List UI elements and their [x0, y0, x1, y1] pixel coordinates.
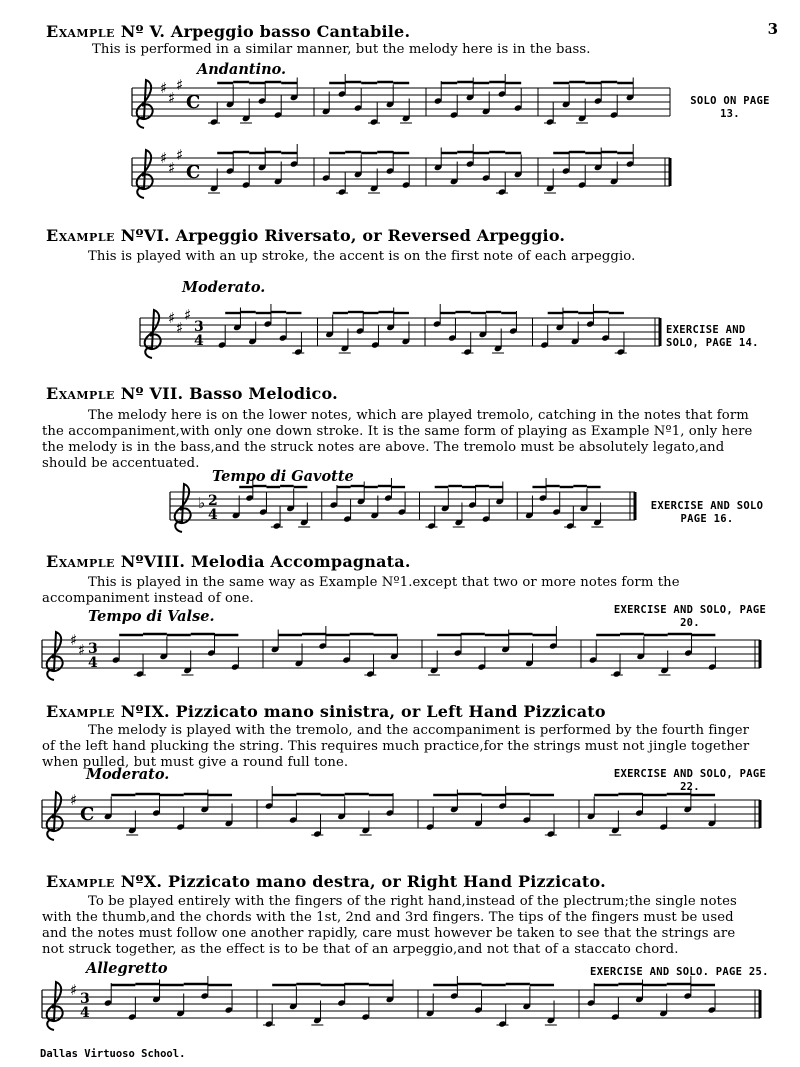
- example-word: Example: [46, 552, 115, 571]
- example-word: Example: [46, 384, 115, 403]
- flat-icon: ♭: [198, 494, 206, 512]
- sharp-icon: ♯: [70, 791, 78, 809]
- sharp-icon: ♯: [184, 306, 192, 324]
- tempo-marking: Tempo di Gavotte: [212, 468, 354, 485]
- tempo-marking: Allegretto: [86, 960, 168, 977]
- example-name: Basso Melodico.: [189, 384, 338, 403]
- example-description: The melody here is on the lower notes, which are played tremolo, catching in the notes that form the accompaniment,with only one down stroke. It is the same form of playing as Example Nº1, only here the melody is in the bass,and the struck notes are above. The tremolo must be absolutely legato,and should be accentuated.: [42, 408, 753, 471]
- example-number: Nº VII.: [120, 384, 184, 403]
- sharp-icon: ♯: [176, 76, 184, 94]
- example-name: Pizzicato mano destra, or Right Hand Pizzicato.: [167, 872, 606, 891]
- page-reference: EXERCISE AND SOLO, PAGE 20.: [613, 604, 767, 629]
- page-reference: EXERCISE AND SOLO, PAGE 22.: [613, 768, 767, 793]
- example-name: Arpeggio Riversato, or Reversed Arpeggio.: [175, 226, 566, 245]
- example-number: NºVI.: [120, 226, 170, 245]
- tempo-marking: Andantino.: [197, 61, 287, 78]
- sharp-icon: ♯: [78, 641, 86, 659]
- common-time-icon: C: [186, 162, 201, 183]
- example-number: NºX.: [120, 872, 163, 891]
- example-description: This is played with an up stroke, the accent is on the first note of each arpeggio.: [88, 249, 636, 264]
- example-number: Nº V.: [120, 22, 166, 41]
- example-word: Example: [46, 226, 115, 245]
- sharp-icon: ♯: [70, 631, 78, 649]
- time-signature-top: 2: [208, 493, 218, 509]
- page-reference: EXERCISE AND SOLO. PAGE 25.: [590, 966, 769, 978]
- tempo-marking: Moderato.: [182, 279, 266, 296]
- page-reference: EXERCISE AND SOLO PAGE 16.: [650, 500, 764, 525]
- tempo-marking: Moderato.: [86, 766, 170, 783]
- time-signature-bottom: 4: [208, 507, 218, 523]
- treble-clef-icon: [47, 982, 63, 1030]
- example-word: Example: [46, 22, 115, 41]
- example-description: To be played entirely with the fingers of the right hand,instead of the plectrum;the single notes with the thumb,and the chords with the 1st, 2nd and 3rd fingers. The tips of the fingers must be used and the notes must follow one another rapidly, care must however be taken to see that the strings are not struck together, as the effect is to be that of an arpeggio,and not that of a staccato chord.: [42, 894, 737, 957]
- sharp-icon: ♯: [176, 319, 184, 337]
- example-name: Melodia Accompagnata.: [190, 552, 411, 571]
- time-signature-top: 3: [194, 319, 204, 335]
- time-signature-bottom: 4: [80, 1005, 90, 1021]
- example-description: This is played in the same way as Example Nº1.except that two or more notes form the accompaniment instead of one.: [42, 575, 680, 606]
- example-number: NºIX.: [120, 702, 170, 721]
- sharp-icon: ♯: [176, 146, 184, 164]
- example-name: Arpeggio basso Cantabile.: [170, 22, 411, 41]
- example-word: Example: [46, 702, 115, 721]
- sharp-icon: ♯: [168, 309, 176, 327]
- sharp-icon: ♯: [168, 89, 176, 107]
- common-time-icon: C: [186, 92, 201, 113]
- example-name: Pizzicato mano sinistra, or Left Hand Pizzicato: [175, 702, 606, 721]
- tempo-marking: Tempo di Valse.: [88, 608, 215, 625]
- common-time-icon: C: [80, 804, 95, 825]
- sharp-icon: ♯: [70, 981, 78, 999]
- sharp-icon: ♯: [160, 79, 168, 97]
- time-signature-bottom: 4: [194, 333, 204, 349]
- time-signature-top: 3: [88, 641, 98, 657]
- page-reference: SOLO ON PAGE 13.: [690, 95, 770, 120]
- time-signature-bottom: 4: [88, 655, 98, 671]
- footer-publisher: Dallas Virtuoso School.: [40, 1048, 186, 1060]
- example-number: NºVIII.: [120, 552, 186, 571]
- time-signature-top: 3: [80, 991, 90, 1007]
- sharp-icon: ♯: [160, 149, 168, 167]
- example-description: The melody is played with the tremolo, and the accompaniment is performed by the fourth finger of the left hand plucking the string. This requires much practice,for the strings must not jingle together when pulled, but must give a round full tone.: [42, 723, 750, 770]
- example-description: This is performed in a similar manner, but the melody here is in the bass.: [92, 42, 591, 57]
- sharp-icon: ♯: [168, 159, 176, 177]
- example-word: Example: [46, 872, 115, 891]
- page-reference: EXERCISE AND SOLO, PAGE 14.: [666, 324, 759, 349]
- page-number: 3: [767, 20, 778, 38]
